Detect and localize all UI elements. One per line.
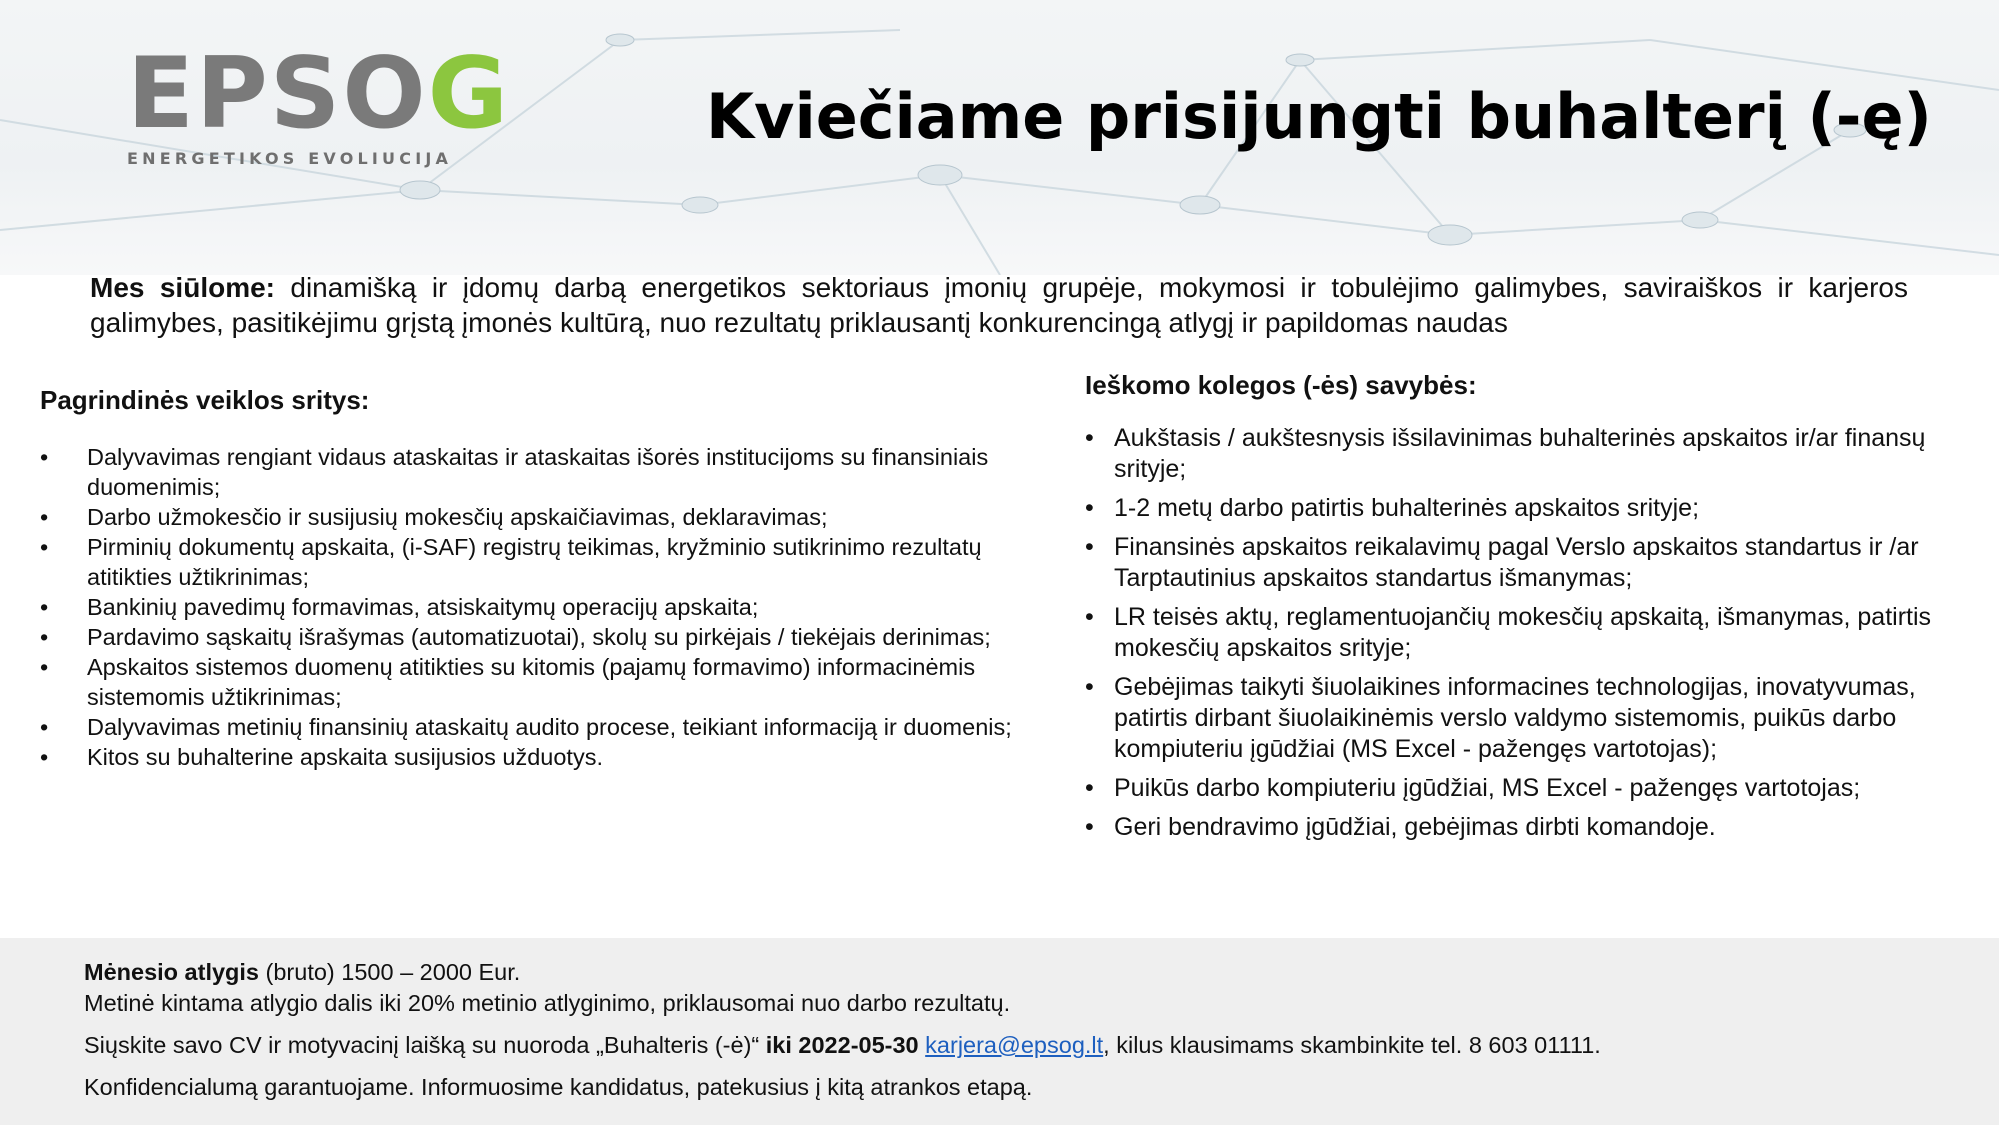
header-banner — [0, 0, 1999, 275]
list-item: • Gebėjimas taikyti šiuolaikines informacines technologijas, inovatyvumas, patirtis dirbant šiuolaikinėmis verslo valdymo sistemomis, puikūs darbo kompiuteriu įgūdžiai (MS Excel - pažengęs vartotojas); — [1085, 673, 1916, 763]
bullet-icon: • — [40, 444, 49, 470]
bullet-icon: • — [1085, 424, 1094, 452]
bullet-icon: • — [1085, 774, 1094, 802]
email-link[interactable]: karjera@epsog.lt — [925, 1032, 1104, 1058]
logo-wordmark — [127, 37, 511, 151]
bullet-icon: • — [40, 654, 49, 680]
salary-label: Mėnesio atlygis — [84, 959, 259, 985]
variable-pay-line: Metinė kintama atlygio dalis iki 20% metinio atlyginimo, priklausomai nuo darbo rezultatų. — [84, 990, 1011, 1016]
list-item: • Puikūs darbo kompiuteriu įgūdžiai, MS Excel - pažengęs vartotojas; — [1085, 774, 1861, 802]
logo-wordmark-main: EPSO — [127, 37, 428, 151]
bullet-icon: • — [40, 534, 49, 560]
bullet-icon: • — [1085, 494, 1094, 522]
bullet-icon: • — [40, 594, 49, 620]
bullet-icon: • — [1085, 673, 1094, 701]
qualities-heading: Ieškomo kolegos (-ės) savybės: — [1085, 370, 1477, 400]
list-item: • Finansinės apskaitos reikalavimų pagal Verslo apskaitos standartus ir /ar Tarptautinius apskaitos standartus išmanymas; — [1085, 533, 1919, 592]
list-item: • Aukštasis / aukštesnysis išsilavinimas buhalterinės apskaitos ir/ar finansų srityje; — [1085, 424, 1926, 483]
bullet-icon: • — [40, 714, 49, 740]
list-item: • 1-2 metų darbo patirtis buhalterinės apskaitos srityje; — [1085, 494, 1700, 522]
confidentiality-line: Konfidencialumą garantuojame. Informuosime kandidatus, patekusius į kitą atrankos etapą. — [84, 1074, 1033, 1100]
bullet-icon: • — [40, 624, 49, 650]
footer-content — [84, 957, 1601, 1103]
list-item: • Darbo užmokesčio ir susijusių mokesčių apskaičiavimas, deklaravimas; — [40, 504, 828, 530]
logo-wordmark-accent: G — [427, 37, 511, 151]
salary-value: (bruto) 1500 – 2000 Eur. — [259, 959, 521, 985]
offer-paragraph — [90, 270, 1908, 340]
bullet-icon: • — [1085, 533, 1094, 561]
offer-label: Mes siūlome: — [90, 272, 275, 303]
apply-contact: , kilus klausimams skambinkite tel. 8 603 01111. — [1103, 1032, 1601, 1058]
apply-text: Siųskite savo CV ir motyvacinį laišką su nuoroda „Buhalteris (-ė)“ — [84, 1032, 766, 1058]
activities-section — [40, 385, 1060, 772]
salary-line — [84, 957, 1601, 988]
footer-panel — [0, 938, 1999, 1125]
list-item: • Dalyvavimas metinių finansinių ataskaitų audito procese, teikiant informaciją ir duomenis; — [40, 714, 1012, 740]
bullet-icon: • — [1085, 813, 1094, 841]
list-item: • Pirminių dokumentų apskaita, (i-SAF) registrų teikimas, kryžminio sutikrinimo rezultatų atitikties užtikrinimas; — [40, 534, 982, 590]
epsog-logo — [127, 37, 511, 168]
list-item: • Kitos su buhalterine apskaita susijusios užduotys. — [40, 744, 603, 770]
list-item: • Pardavimo sąskaitų išrašymas (automatizuotai), skolų su pirkėjais / tiekėjais derinimas; — [40, 624, 991, 650]
logo-tagline: ENERGETIKOS EVOLIUCIJA — [127, 149, 453, 168]
qualities-section — [1085, 370, 1965, 851]
bullet-icon: • — [1085, 603, 1094, 631]
list-item: • Bankinių pavedimų formavimas, atsiskaitymų operacijų apskaita; — [40, 594, 759, 620]
list-item: • Apskaitos sistemos duomenų atitikties su kitomis (pajamų formavimo) informacinėmis sistemomis užtikrinimas; — [40, 654, 976, 710]
apply-deadline: iki 2022-05-30 — [765, 1032, 919, 1058]
list-item: • LR teisės aktų, reglamentuojančių mokesčių apskaitą, išmanymas, patirtis mokesčių apskaitos srityje; — [1085, 603, 1932, 662]
list-item: • Dalyvavimas rengiant vidaus ataskaitas ir ataskaitas išorės institucijoms su finansiniais duomenimis; — [40, 444, 989, 500]
list-item: • Geri bendravimo įgūdžiai, gebėjimas dirbti komandoje. — [1085, 813, 1716, 841]
activities-list — [40, 442, 1060, 772]
bullet-icon: • — [40, 504, 49, 530]
qualities-list — [1085, 423, 1965, 843]
page-title: Kviečiame prisijungti buhalterį (-ę) — [706, 80, 1932, 153]
apply-line — [84, 1030, 1601, 1061]
bullet-icon: • — [40, 744, 49, 770]
activities-heading: Pagrindinės veiklos sritys: — [40, 385, 370, 415]
offer-text: dinamišką ir įdomų darbą energetikos sektoriaus įmonių grupėje, mokymosi ir tobulėjimo galimybes, saviraiškos ir karjeros galimybes, pasitikėjimu grįstą įmonės kultūrą, nuo rezultatų priklausantį konkurencingą atlygį ir papildomas naudas — [90, 272, 1908, 338]
